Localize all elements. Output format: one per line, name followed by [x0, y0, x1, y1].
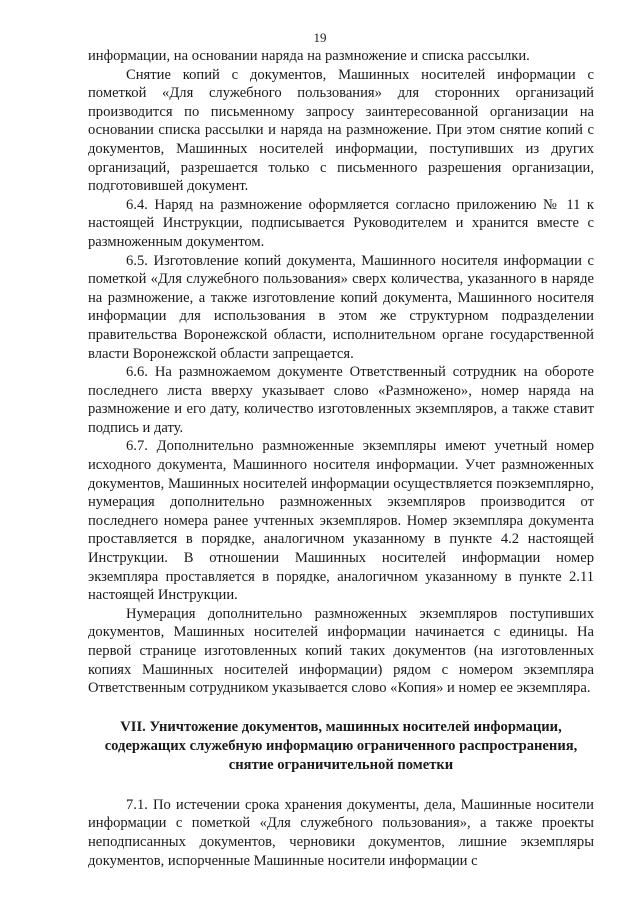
document-body: [88, 47, 594, 870]
paragraph: 6.4. Наряд на размножение оформляется согласно приложению № 11 к настоящей Инструкции, подписывается Руководителем и хранится вместе с размноженным документом.: [88, 196, 594, 250]
paragraph: Снятие копий с документов, Машинных носителей информации с пометкой «Для служебного пользования» для сторонних организаций производится по письменному запросу заинтересованной организации на основании списка рассылки и наряда на размножение. При этом снятие копий с документов, Машинных носителей информации, поступивших из других организаций, разрешается только с письменного разрешения организации, подготовившей документ.: [88, 66, 594, 195]
section-heading: [88, 718, 594, 775]
section-heading-line: VII. Уничтожение документов, машинных носителей информации,: [120, 718, 562, 735]
section-heading-line: снятие ограничительной пометки: [228, 756, 454, 773]
paragraph: 6.6. На размножаемом документе Ответственный сотрудник на обороте последнего листа вверху указывает слово «Размножено», номер наряда на размножение и его дату, количество изготовленных экземпляров, а также ставит подпись и дату.: [88, 364, 594, 436]
paragraph: 7.1. По истечении срока хранения документы, дела, Машинные носители информации с пометкой «Для служебного пользования», а также проекты неподписанных документов, черновики документов, лишние экземпляры документов, испорченные Машинные носители информации с: [88, 796, 594, 869]
paragraph: 6.5. Изготовление копий документа, Машинного носителя информации с пометкой «Для служебного пользования» сверх количества, указанного в наряде на размножение, а также изготовление копий документа, Машинного носителя информации для использования в этом же структурном подразделении правительства Воронежской области, исполнительном органе государственной власти Воронежской области запрещается.: [88, 252, 594, 362]
page-number: 19: [313, 30, 327, 45]
section-heading-line: содержащих служебную информацию ограниченного распространения,: [104, 737, 578, 754]
paragraph: информации, на основании наряда на размножение и списка рассылки.: [88, 48, 530, 64]
paragraph: Нумерация дополнительно размноженных экземпляров поступивших документов, Машинных носителей информации начинается с единицы. На первой странице изготовленных копий таких документов (на изготовленных копиях Машинных носителей информации) рядом с номером экземпляра Ответственным сотрудником указывается слово «Копия» и номер ее экземпляра.: [88, 605, 594, 697]
paragraph: 6.7. Дополнительно размноженные экземпляры имеют учетный номер исходного документа, Машинного носителя информации. Учет размноженных документов, Машинных носителей информации осуществляется поэкземплярно, нумерация дополнительно размноженных экземпляров производится от последнего номера ранее учтенных экземпляров. Номер экземпляра документа проставляется в порядке, аналогичном указанному в пункте 4.2 настоящей Инструкции. В отношении Машинных носителей информации номер экземпляра проставляется в порядке, аналогичном указанному в пункте 2.11 настоящей Инструкции.: [88, 438, 594, 604]
